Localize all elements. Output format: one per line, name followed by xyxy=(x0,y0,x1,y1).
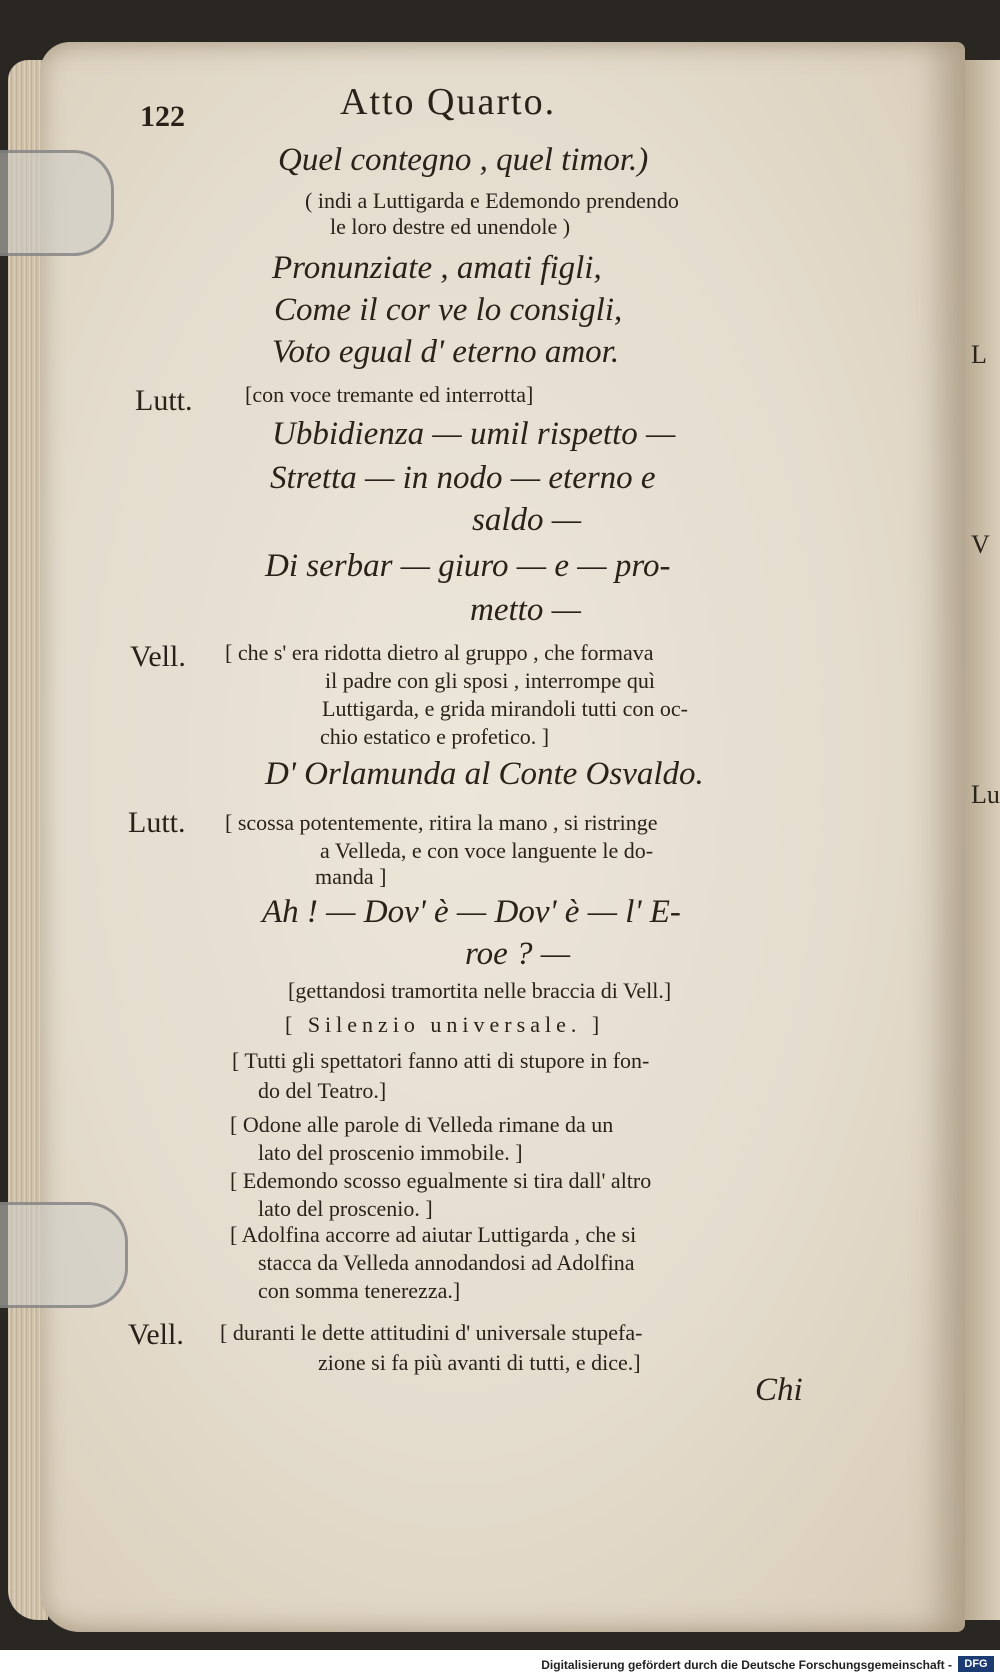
text-line: Voto egual d' eterno amor. xyxy=(272,334,620,370)
speaker-label: Vell. xyxy=(130,640,186,673)
text-line: [ Odone alle parole di Velleda rimane da un xyxy=(230,1112,614,1137)
footer-credit: Digitalisierung gefördert durch die Deutsche Forschungsgemeinschaft - xyxy=(541,1658,952,1672)
text-line: saldo — xyxy=(472,502,582,538)
text-line: Pronunziate , amati figli, xyxy=(272,250,602,286)
text-line: D' Orlamunda al Conte Osvaldo. xyxy=(265,756,704,792)
text-line: ( indi a Luttigarda e Edemondo prendendo xyxy=(305,188,679,213)
text-line: il padre con gli sposi , interrompe quì xyxy=(325,668,655,693)
text-line: lato del proscenio. ] xyxy=(258,1196,433,1221)
text-line: Di serbar — giuro — e — pro- xyxy=(265,548,671,584)
text-line: zione si fa più avanti di tutti, e dice.] xyxy=(318,1350,641,1375)
text-line: [ scossa potentemente, ritira la mano , si ristringe xyxy=(225,810,658,835)
text-line: [gettandosi tramortita nelle braccia di Vell.] xyxy=(288,978,672,1003)
text-line: a Velleda, e con voce languente le do- xyxy=(320,838,654,863)
page-clip-bottom xyxy=(0,1202,128,1308)
text-line: [ Tutti gli spettatori fanno atti di stupore in fon- xyxy=(232,1048,650,1073)
page-clip-top xyxy=(0,150,114,256)
text-line: [ che s' era ridotta dietro al gruppo , che formava xyxy=(225,640,654,665)
text-line: Ubbidienza — umil rispetto — xyxy=(272,416,676,452)
speaker-label: Vell. xyxy=(128,1318,184,1351)
next-page-glyph: V xyxy=(971,530,990,559)
catchword: Chi xyxy=(755,1372,803,1408)
text-line: [ Adolfina accorre ad aiutar Luttigarda , che si xyxy=(230,1222,637,1247)
text-line: roe ? — xyxy=(465,936,571,972)
text-line: do del Teatro.] xyxy=(258,1078,387,1103)
text-line: [ Edemondo scosso egualmente si tira dall' altro xyxy=(230,1168,652,1193)
text-line: metto — xyxy=(470,592,581,628)
speaker-label: Lutt. xyxy=(135,384,193,417)
text-line: le loro destre ed unendole ) xyxy=(330,214,571,239)
speaker-label: Lutt. xyxy=(128,806,186,839)
text-line: con somma tenerezza.] xyxy=(258,1278,461,1303)
next-page-glyph: L xyxy=(971,340,987,369)
text-line: [con voce tremante ed interrotta] xyxy=(245,382,534,407)
text-line: [ Silenzio universale. ] xyxy=(285,1012,605,1037)
text-line: Luttigarda, e grida mirandoli tutti con oc- xyxy=(322,696,688,721)
running-head: Atto Quarto. xyxy=(340,81,557,123)
text-line: manda ] xyxy=(315,864,387,889)
text-line: Come il cor ve lo consigli, xyxy=(274,292,623,328)
next-page-glyph: Lu xyxy=(971,780,1000,809)
text-line: Ah ! — Dov' è — Dov' è — l' E- xyxy=(262,894,681,930)
text-line: stacca da Velleda annodandosi ad Adolfina xyxy=(258,1250,635,1275)
digitization-footer xyxy=(0,1650,1000,1679)
text-line: chio estatico e profetico. ] xyxy=(320,724,550,749)
page-number: 122 xyxy=(140,100,185,133)
text-line: lato del proscenio immobile. ] xyxy=(258,1140,523,1165)
next-page-edge xyxy=(965,60,1000,1620)
text-line: [ duranti le dette attitudini d' universale stupefa- xyxy=(220,1320,643,1345)
text-line: Stretta — in nodo — eterno e xyxy=(270,460,656,496)
dfg-logo: DFG xyxy=(958,1656,994,1672)
text-line: Quel contegno , quel timor.) xyxy=(278,142,649,178)
